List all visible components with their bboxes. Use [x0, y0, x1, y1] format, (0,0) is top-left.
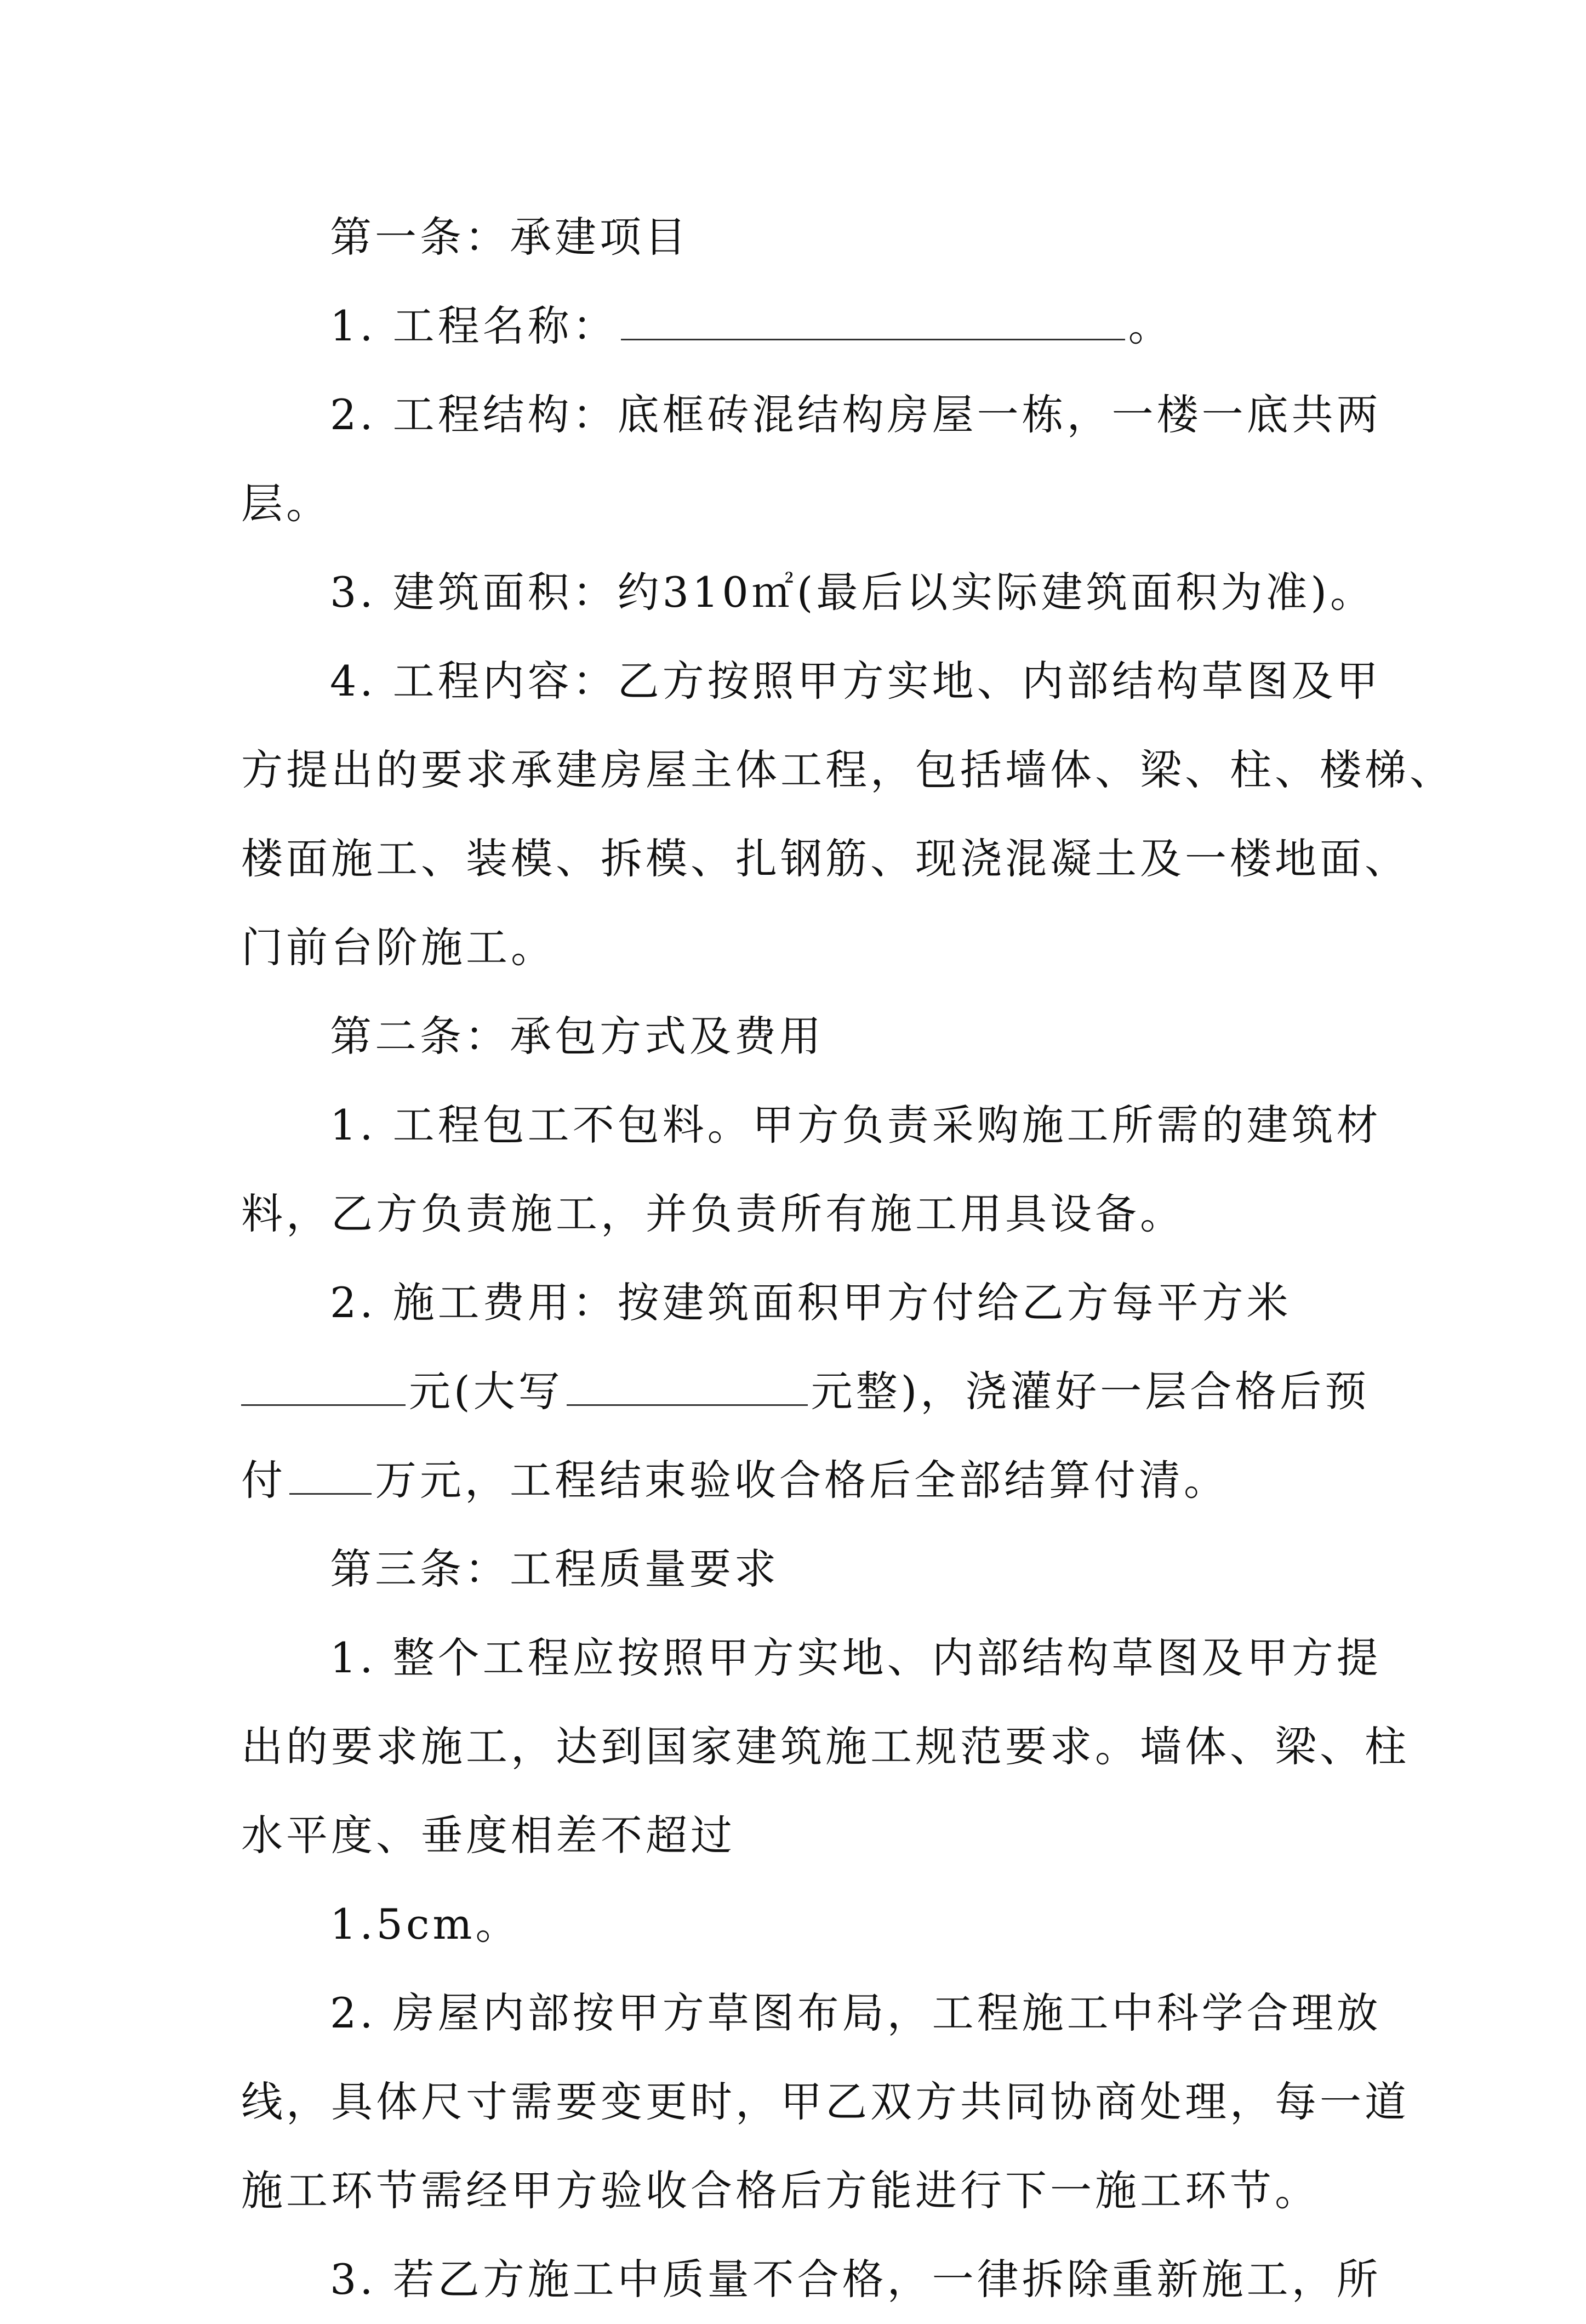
project-name-label: 1. 工程名称： [330, 301, 618, 350]
contract-body [241, 193, 1454, 2324]
project-name-end: 。 [1128, 301, 1173, 350]
content-line-2: 方提出的要求承建房屋主体工程，包括墙体、梁、柱、楼梯、 [241, 745, 1454, 794]
fee-text-c: 付 [241, 1456, 286, 1505]
structure-line-1: 2. 工程结构：底框砖混结构房屋一栋，一楼一底共两 [330, 390, 1382, 439]
quality-line-4: 1.5cm。 [330, 1900, 521, 1949]
structure-line-2: 层。 [241, 479, 331, 528]
fee-text-b: 元整)，浇灌好一层合格后预 [811, 1367, 1370, 1416]
fee-line-2 [241, 1347, 1370, 1436]
content-line-1: 4. 工程内容：乙方按照甲方实地、内部结构草图及甲 [330, 657, 1382, 705]
quality-line-2: 出的要求施工，达到国家建筑施工规范要求。墙体、梁、柱 [241, 1722, 1410, 1771]
content-line-3: 楼面施工、装模、拆模、扎钢筋、现浇混凝土及一楼地面、 [241, 834, 1410, 883]
layout-line-3: 施工环节需经甲方验收合格后方能进行下一施工环节。 [241, 2166, 1320, 2215]
article-3-heading: 第三条：工程质量要求 [330, 1545, 779, 1593]
unit-price-blank [241, 1354, 406, 1406]
project-name-line [241, 282, 1359, 371]
quality-line-1: 1. 整个工程应按照甲方实地、内部结构草图及甲方提 [330, 1633, 1382, 1682]
rework-line-1: 3. 若乙方施工中质量不合格，一律拆除重新施工，所 [330, 2255, 1382, 2304]
prepayment-blank [289, 1443, 372, 1495]
article-1-heading: 第一条：承建项目 [330, 213, 689, 261]
project-name-blank [621, 288, 1125, 340]
amount-in-words-blank [567, 1354, 808, 1406]
fee-line-1: 2. 施工费用：按建筑面积甲方付给乙方每平方米 [330, 1278, 1292, 1327]
article-2-heading: 第二条：承包方式及费用 [330, 1012, 824, 1061]
fee-text-a: 元(大写 [409, 1367, 563, 1416]
quality-line-3: 水平度、垂度相差不超过 [241, 1811, 735, 1860]
fee-line-3 [241, 1436, 1359, 1525]
fee-text-d: 万元，工程结束验收合格后全部结算付清。 [375, 1456, 1229, 1505]
contract-mode-line-1: 1. 工程包工不包料。甲方负责采购施工所需的建筑材 [330, 1101, 1382, 1149]
content-line-4: 门前台阶施工。 [241, 923, 556, 972]
layout-line-1: 2. 房屋内部按甲方草图布局，工程施工中科学合理放 [330, 1989, 1382, 2037]
contract-mode-line-2: 料，乙方负责施工，并负责所有施工用具设备。 [241, 1189, 1185, 1238]
layout-line-2: 线，具体尺寸需要变更时，甲乙双方共同协商处理，每一道 [241, 2077, 1410, 2126]
area-line: 3. 建筑面积：约310㎡(最后以实际建筑面积为准)。 [330, 568, 1376, 617]
